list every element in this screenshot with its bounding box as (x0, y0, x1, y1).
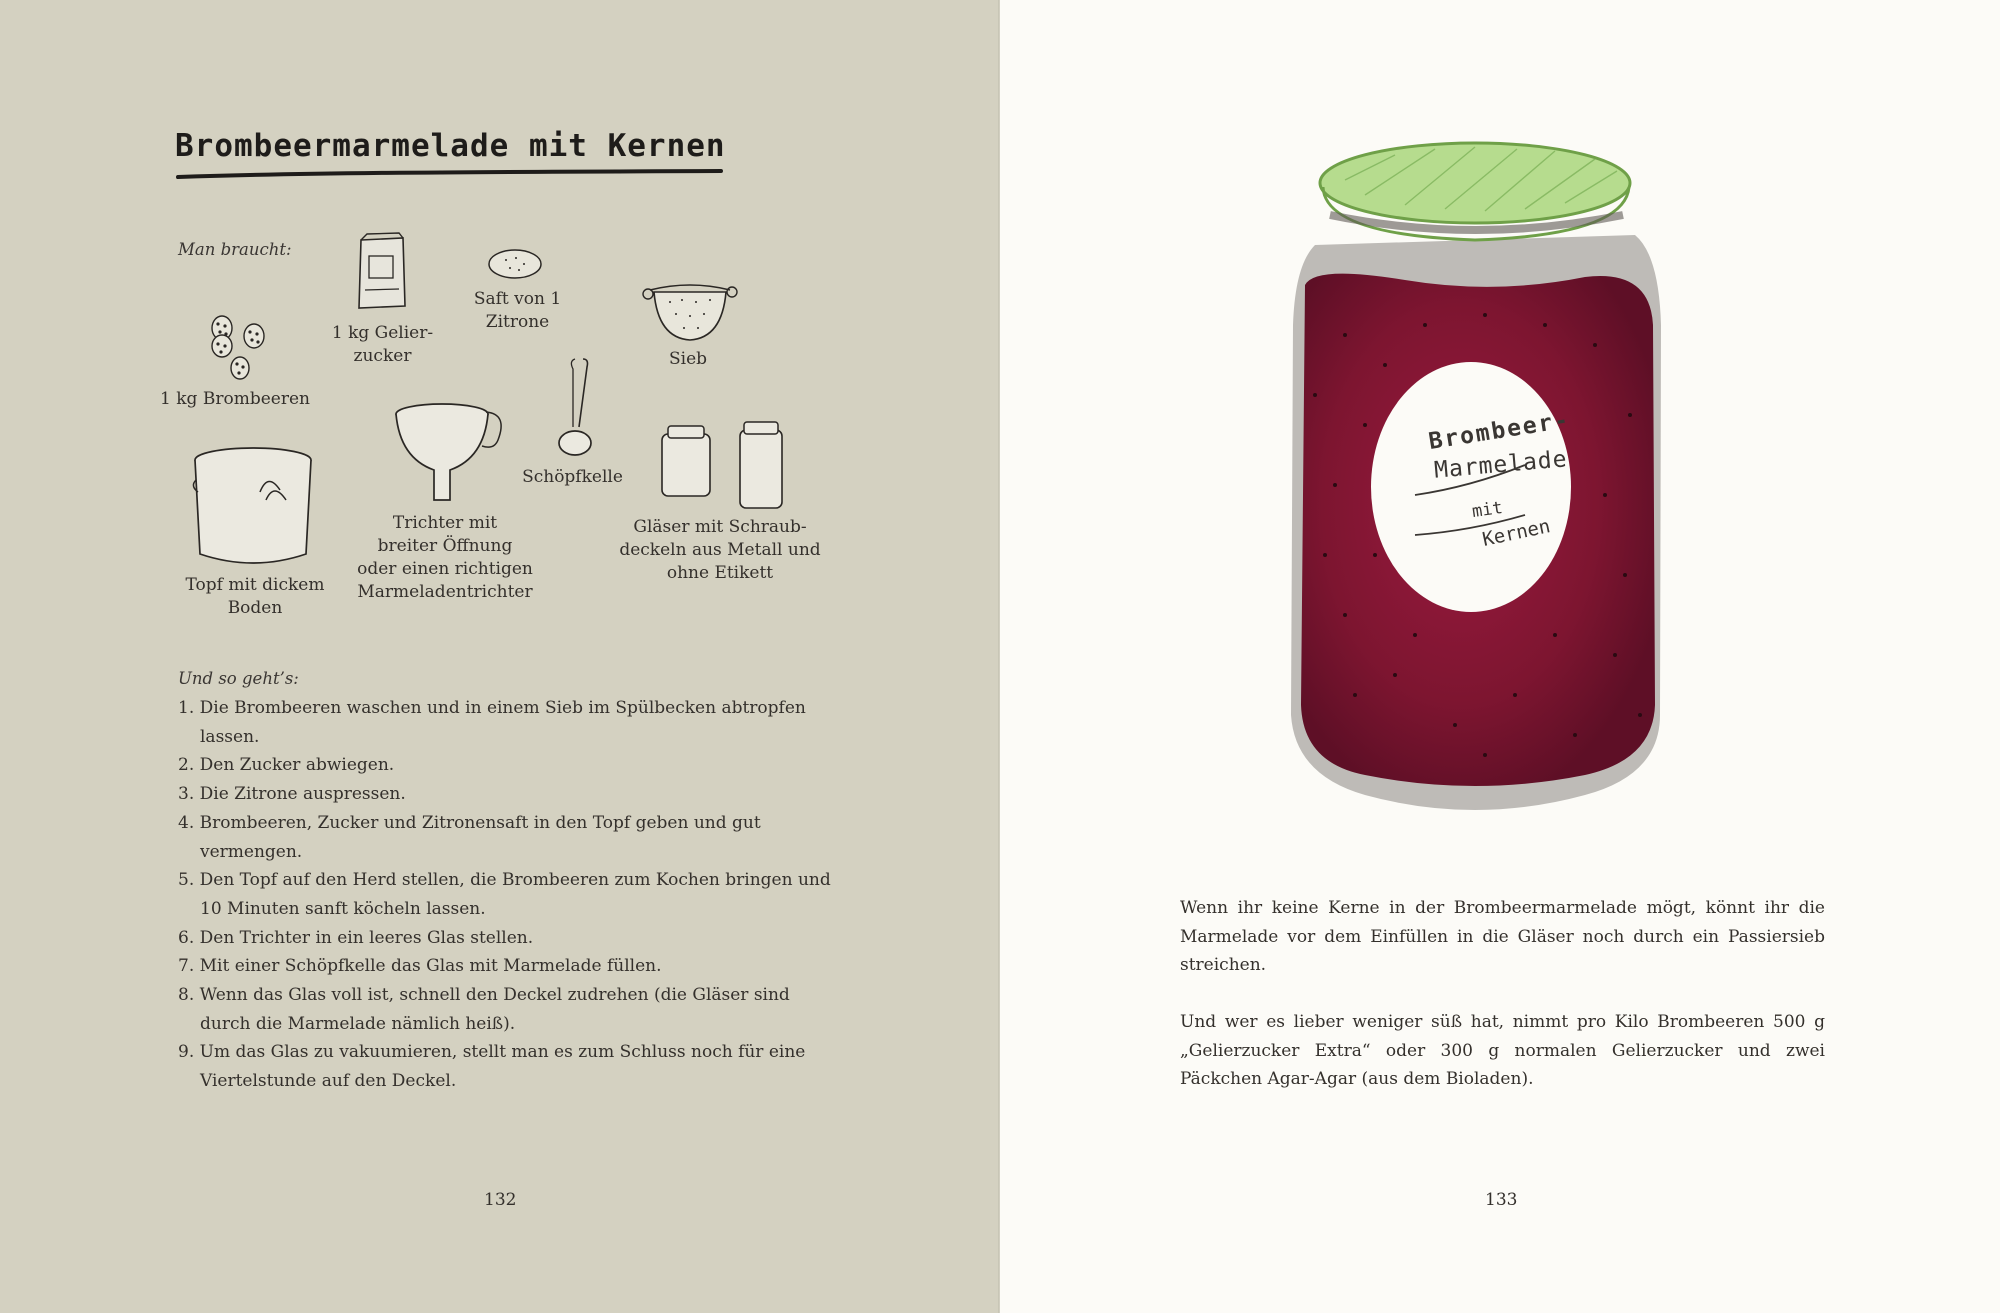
funnel-icon (390, 400, 508, 505)
ladle-icon (553, 355, 595, 460)
label-jars: Gläser mit Schraub- deckeln aus Metall und ohne Etikett (619, 517, 821, 583)
jar-label-line-3: mit (1470, 497, 1504, 523)
pot-icon (188, 442, 318, 570)
page-number-left: 132 (484, 1190, 517, 1210)
label-sieve: Sieb (668, 349, 708, 369)
sieve-icon (640, 278, 740, 346)
title-underline (176, 168, 724, 182)
page-number-right: 133 (1485, 1190, 1518, 1210)
label-blackberries: 1 kg Brombeeren (160, 389, 310, 409)
tip-paragraph-2: Und wer es lieber weniger süß hat, nimmt pro Kilo Brombeeren 500 g „Gelierzucker Extra“ oder 300 g normalen Gelierzucker und zwei Päckchen Agar-Agar (aus dem Bioladen). (1180, 1012, 1825, 1090)
recipe-title: Brombeermarmelade mit Kernen (175, 128, 726, 164)
jar-label-line-4: Kernen (1480, 515, 1553, 551)
steps-heading: Und so geht’s: (178, 669, 299, 688)
label-funnel: Trichter mit breiter Öffnung oder einen richtigen Marmeladentrichter (357, 513, 533, 602)
step-item: 7. Mit einer Schöpfkelle das Glas mit Marmelade füllen. (178, 956, 662, 977)
step-item: 6. Den Trichter in ein leeres Glas stellen. (178, 927, 534, 948)
step-item: 2. Den Zucker abwiegen. (178, 755, 395, 776)
tip-paragraph-1: Wenn ihr keine Kerne in der Brombeermarmelade mögt, könnt ihr die Marmelade vor dem Einfüllen in die Gläser noch durch ein Passiersieb streichen. (1180, 898, 1825, 976)
step-item: 5. Den Topf auf den Herd stellen, die Brombeeren zum Kochen bringen und 10 Minuten sanft köcheln lassen. (178, 870, 831, 919)
step-item: 3. Die Zitrone auspressen. (178, 784, 406, 805)
step-item: 9. Um das Glas zu vakuumieren, stellt man es zum Schluss noch für eine Viertelstunde auf den Deckel. (178, 1042, 806, 1092)
jars-icon (656, 420, 788, 510)
jar-label-line-1: Brombeer- (1426, 407, 1572, 455)
label-pot: Topf mit dickem Boden (185, 575, 325, 618)
step-item: 8. Wenn das Glas voll ist, schnell den Deckel zudrehen (die Gläser sind durch die Marmelade nämlich heiß). (178, 985, 790, 1034)
lemon-icon (486, 246, 544, 282)
blackberries-icon (200, 312, 272, 384)
step-item: 4. Brombeeren, Zucker und Zitronensaft in den Topf geben und gut vermengen. (178, 812, 761, 862)
label-lemon: Saft von 1 Zitrone (473, 289, 562, 332)
sugar-bag-icon (353, 232, 411, 312)
step-item: 1. Die Brombeeren waschen und in einem Sieb im Spülbecken abtropfen lassen. (178, 698, 806, 747)
label-ladle: Schöpfkelle (522, 467, 623, 487)
jar-label-line-2: Marmelade (1433, 446, 1569, 484)
steps-list (178, 694, 838, 1096)
label-sugar: 1 kg Gelier- zucker (331, 323, 434, 366)
needs-heading: Man braucht: (178, 240, 292, 259)
